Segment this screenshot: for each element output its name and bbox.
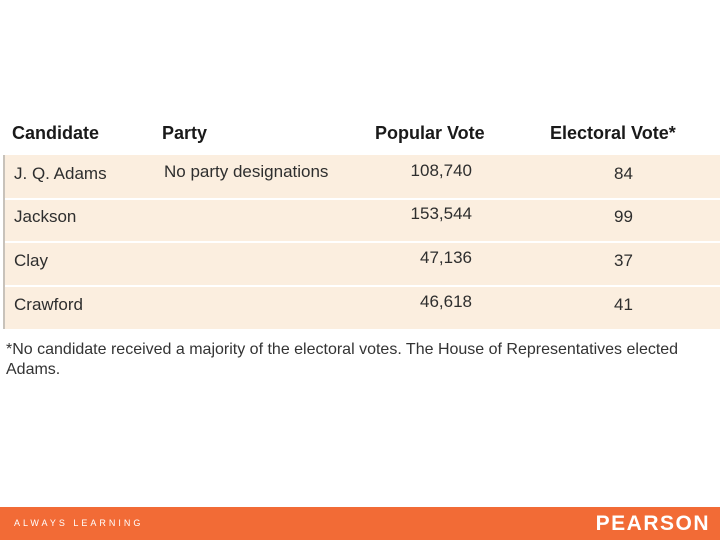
cell-candidate: Crawford xyxy=(14,295,83,314)
table-header xyxy=(0,118,720,152)
cell-candidate: Jackson xyxy=(14,207,77,226)
header-party: Party xyxy=(162,123,208,143)
cell-electoral-vote: 41 xyxy=(614,295,633,314)
footer-bar xyxy=(0,507,720,540)
cell-popular-vote: 47,136 xyxy=(420,248,472,267)
cell-candidate: Clay xyxy=(14,251,49,270)
cell-popular-vote: 153,544 xyxy=(410,204,472,223)
table-row xyxy=(5,198,720,243)
table-row xyxy=(5,286,720,329)
cell-popular-vote: 46,618 xyxy=(420,292,472,311)
cell-electoral-vote: 84 xyxy=(614,164,633,183)
pearson-logo: PEARSON xyxy=(595,512,710,535)
table-footnote: *No candidate received a majority of the electoral votes. The House of Representatives elected Adams. xyxy=(6,341,679,378)
cell-popular-vote: 108,740 xyxy=(410,161,472,180)
cell-party: No party designations xyxy=(164,162,329,181)
header-electoral-vote: Electoral Vote* xyxy=(550,123,676,143)
header-candidate: Candidate xyxy=(12,123,100,143)
cell-electoral-vote: 99 xyxy=(614,207,633,226)
cell-candidate: J. Q. Adams xyxy=(14,164,107,183)
table-row xyxy=(5,242,720,287)
results-table xyxy=(3,155,720,329)
table-row xyxy=(5,155,720,200)
header-popular-vote: Popular Vote xyxy=(375,123,485,143)
cell-electoral-vote: 37 xyxy=(614,251,633,270)
footer-tagline: ALWAYS LEARNING xyxy=(14,518,144,528)
